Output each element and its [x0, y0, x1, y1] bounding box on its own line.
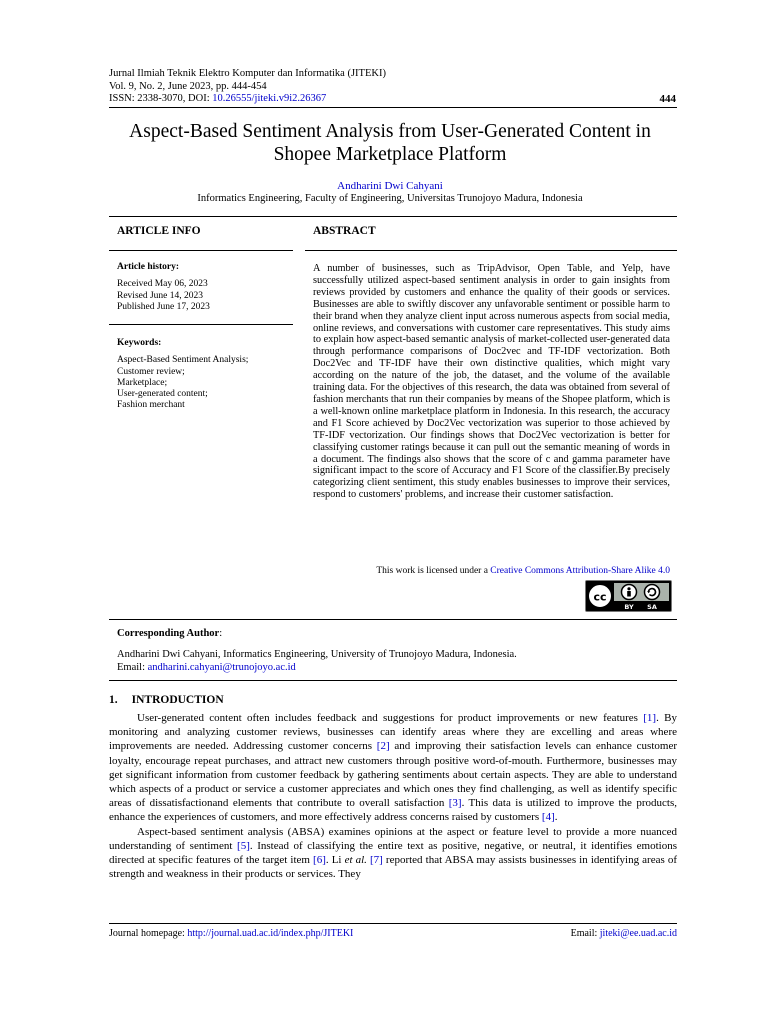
intro-paragraph-1 [109, 711, 677, 825]
journal-name: Jurnal Ilmiah Teknik Elektro Komputer dan Informatika (JITEKI) [109, 68, 386, 79]
text-run: . By monitoring and analyzing customer reviews, businesses can identify areas where they are excelling and areas where improvements are needed. Addressing customer concerns [109, 712, 677, 753]
article-history [117, 262, 297, 313]
abstract-heading: ABSTRACT [313, 225, 376, 237]
by-label: BY [624, 603, 634, 611]
author-name[interactable]: Andharini Dwi Cahyani [337, 180, 443, 192]
share-alike-icon [645, 585, 660, 600]
text-run: User-generated content often includes feedback and suggestions for product improvements or new features [137, 712, 644, 724]
citation-link[interactable]: [1] [643, 712, 657, 724]
issn-label: ISSN: 2338-3070, DOI: [109, 93, 213, 104]
article-info-heading: ARTICLE INFO [117, 225, 201, 237]
published-date: Published June 17, 2023 [117, 301, 210, 312]
header-rule [109, 107, 677, 108]
corresponding-heading [117, 627, 677, 640]
text-run: and improving their satisfaction levels can enhance customer loyalty, encourage repeat purchases, and attract new customers through positive word-of-mouth. Furthermore, businesses may get significant information from customer feedback by gathering sentiments about certain aspects. They are able to understand which aspects of a product or service a customer appreciates and which ones they find challenging, as well as identify specific areas of dissatisfactionand elements that contribute to overall satisfaction [109, 740, 677, 810]
keywords-label: Keywords: [117, 338, 162, 348]
keywords-rule [109, 324, 293, 325]
footer-email [571, 928, 677, 939]
text-run: . This data is utilized to improve the products, enhance the experiences of customers, and more effectively address concerns raised by customers [109, 797, 677, 824]
license-prefix: This work is licensed under a [376, 566, 491, 576]
et-al: et al. [344, 854, 367, 867]
intro-paragraph-2 [109, 825, 677, 882]
author-affiliation: Informatics Engineering, Faculty of Engineering, Universitas Trunojoyo Madura, Indonesia [197, 193, 583, 204]
paper-title: Aspect-Based Sentiment Analysis from User-Generated Content in Shopee Marketplace Platform [129, 121, 651, 165]
introduction-body [109, 711, 677, 881]
text-run: . Instead of classifying the entire text as positive, negative, or neutral, it identifies emotions directed at specific features of the target item [109, 839, 677, 867]
citation-link[interactable]: [2] [376, 740, 390, 753]
doi-link[interactable]: 10.26555/jiteki.v9i2.26367 [212, 93, 327, 104]
citation-link[interactable]: [6] [313, 854, 326, 867]
section-number: 1. [109, 694, 118, 706]
keyword-item: Customer review; [117, 366, 185, 377]
keyword-item: Fashion merchant [117, 400, 185, 411]
revised-date: Revised June 14, 2023 [117, 290, 204, 301]
citation-link[interactable]: [5] [237, 839, 250, 852]
corresponding-email-link[interactable]: andharini.cahyani@trunojoyo.ac.id [147, 662, 296, 673]
keyword-item: Marketplace; [117, 377, 168, 388]
issn-doi-line [109, 93, 386, 106]
sa-label: SA [647, 603, 657, 611]
homepage-label: Journal homepage: [109, 928, 188, 939]
abstract-text: A number of businesses, such as TripAdvisor, Open Table, and Yelp, have successfully utilized aspect-based sentiment analysis in order to gain insights from reviews provided by customers and enhance the quality of their goods or services. Businesses are able to swiftly discover any unfavorable sentiment or possible harm to their brand when they analyze client input across numerous aspects from social media, online reviews, and conversations with customer care representatives. This study aims to explain how aspect-based semantic analysis of market-collected user-generated data through performance comparisons of Doc2vec and TF-IDF vectorization. Both Doc2Vec and TF-IDF have their own distinctive qualities, which might vary according on the nature of the job, the dataset, and the volume of the available training data. For the objectives of this research, the data was obtained from several of fashion merchants that run their companies by means of the Shopee platform, which is a well-known online marketplace platform in Indonesia. In this research, the accuracy and F1 Score achieved by Doc2Vec vectorization was superior to those achieved by TF-IDF vectorization. Our findings shows that Doc2Vec vectorization is better for classifying customer ratings because it can pull out the semantic meaning of words in a document. The findings also shows that the score of c and gamma parameter have significant impact to the score of Accuracy and F1 Score of the classifier.By precisely categorizing client sentiment, this study enables businesses to improve their services, respond to customers' problems, and increase their customer satisfaction. [313, 263, 670, 501]
footer-rule [109, 923, 677, 924]
keywords-block [117, 338, 297, 412]
corresponding-author-block [117, 627, 677, 674]
received-date: Received May 06, 2023 [117, 279, 208, 290]
corresponding-label: Corresponding Author [117, 628, 220, 639]
corresponding-email-line [117, 661, 677, 674]
text-run: reported that ABSA may assists businesses in identifying areas of strength and weakness in their products or services. They [109, 854, 678, 881]
footer-email-label: Email: [570, 928, 600, 939]
license-line [376, 566, 670, 576]
article-info-rule [109, 250, 293, 251]
section-heading [109, 694, 224, 706]
corresponding-rule [109, 680, 677, 681]
citation-link[interactable]: [4] [541, 811, 555, 824]
cc-by-sa-badge[interactable] [585, 580, 672, 612]
corresponding-colon: : [219, 628, 223, 639]
footer-email-link[interactable]: jiteki@ee.uad.ac.id [599, 928, 677, 939]
text-run: Aspect-based sentiment analysis (ABSA) examines opinions at the aspect or feature level to provide a more nuanced understanding of sentiment [109, 825, 677, 852]
citation-link[interactable]: [7] [370, 854, 383, 867]
running-header [109, 68, 386, 106]
citation-link[interactable]: [3] [448, 797, 462, 810]
abstract-rule [305, 250, 677, 251]
section-title: INTRODUCTION [131, 694, 224, 706]
volume-info: Vol. 9, No. 2, June 2023, pp. 444-454 [109, 80, 267, 92]
text-run: . [554, 811, 558, 824]
keyword-item: Aspect-Based Sentiment Analysis; [117, 355, 249, 366]
footer-homepage [109, 928, 353, 939]
keyword-item: User-generated content; [117, 389, 208, 400]
corresponding-name: Andharini Dwi Cahyani, Informatics Engineering, University of Trunojoyo Madura, Indonesia. [117, 649, 517, 660]
cc-logo-text: cc [593, 590, 607, 604]
email-label: Email: [117, 662, 148, 673]
homepage-link[interactable]: http://journal.uad.ac.id/index.php/JITEKI [187, 928, 354, 939]
abstract-bottom-rule [109, 619, 677, 620]
license-link[interactable]: Creative Commons Attribution-Share Alike 4.0 [490, 566, 670, 576]
history-label: Article history: [117, 262, 179, 272]
text-run: . Li [325, 854, 345, 867]
page-number: 444 [659, 93, 676, 105]
cc-badge-graphic [586, 581, 671, 611]
info-top-rule [109, 216, 677, 217]
